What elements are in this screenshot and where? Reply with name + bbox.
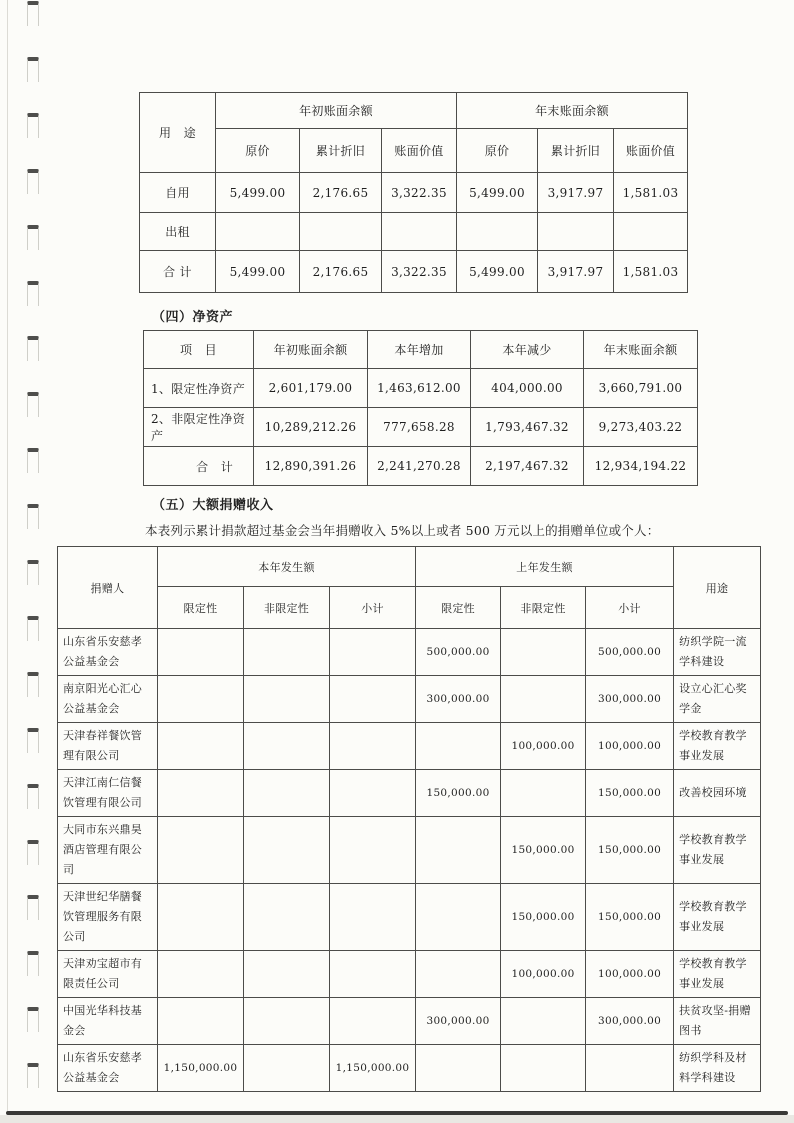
table-cell (158, 817, 244, 884)
table-cell: 100,000.00 (501, 951, 586, 998)
column-header-cell: 非限定性 (501, 587, 586, 629)
column-header-cell: 年初账面余额 (254, 331, 368, 369)
table-cell: 3,917.97 (538, 251, 614, 293)
column-header-cell: 账面价值 (382, 129, 457, 173)
table-cell (330, 951, 416, 998)
table-row (140, 93, 688, 129)
binding-hole-mark (27, 225, 39, 250)
binding-hole-mark (27, 336, 39, 361)
row-label-cell: 出租 (140, 213, 216, 251)
table-cell: 100,000.00 (586, 951, 674, 998)
purpose-cell: 改善校园环境 (674, 770, 761, 817)
table-cell: 9,273,403.22 (584, 408, 698, 447)
column-header-cell: 原价 (457, 129, 538, 173)
corner-header-cell: 捐赠人 (58, 547, 158, 629)
table-cell (244, 817, 330, 884)
table-cell (416, 884, 501, 951)
table-cell: 3,660,791.00 (584, 369, 698, 408)
table-row (144, 408, 698, 447)
table-cell (244, 629, 330, 676)
table-cell: 150,000.00 (586, 817, 674, 884)
table-cell: 5,499.00 (457, 251, 538, 293)
binding-hole-mark (27, 1007, 39, 1032)
table-cell (501, 998, 586, 1045)
table-cell: 500,000.00 (416, 629, 501, 676)
table-row (58, 998, 761, 1045)
binding-hole-mark (27, 169, 39, 194)
column-header-cell: 原价 (216, 129, 300, 173)
table-cell: 1,581.03 (614, 251, 688, 293)
table-cell (330, 770, 416, 817)
table-cell: 2,197,467.32 (471, 447, 584, 486)
table-cell: 10,289,212.26 (254, 408, 368, 447)
binding-hole-mark (27, 672, 39, 697)
table-cell: 777,658.28 (368, 408, 471, 447)
donor-cell: 天津世纪华膳餐饮管理服务有限公司 (58, 884, 158, 951)
table-cell (244, 1045, 330, 1092)
column-header-cell: 非限定性 (244, 587, 330, 629)
table-cell (416, 723, 501, 770)
table-row (58, 723, 761, 770)
net-assets-table (143, 330, 698, 486)
table-row (58, 676, 761, 723)
purpose-cell: 学校教育教学事业发展 (674, 817, 761, 884)
section-title-net-assets: （四）净资产 (152, 310, 234, 325)
binding-hole-mark (27, 616, 39, 641)
table-cell: 500,000.00 (586, 629, 674, 676)
table-row (140, 173, 688, 213)
group-header-cell: 上年发生额 (416, 547, 674, 587)
table-cell (416, 1045, 501, 1092)
table-cell (300, 213, 382, 251)
table-cell: 300,000.00 (416, 676, 501, 723)
table-cell (244, 884, 330, 951)
row-label-cell: 自用 (140, 173, 216, 213)
table-cell: 12,934,194.22 (584, 447, 698, 486)
table-cell (330, 817, 416, 884)
table-cell: 3,322.35 (382, 173, 457, 213)
purpose-cell: 纺织学院一流学科建设 (674, 629, 761, 676)
table-cell: 150,000.00 (586, 770, 674, 817)
donor-cell: 山东省乐安慈孝公益基金会 (58, 1045, 158, 1092)
table-cell (330, 998, 416, 1045)
table-cell (158, 723, 244, 770)
table-row (58, 547, 761, 587)
table-row (58, 817, 761, 884)
table-cell (416, 951, 501, 998)
binding-hole-mark (27, 113, 39, 138)
table-cell (416, 817, 501, 884)
binding-hole-mark (27, 57, 39, 82)
table-cell: 300,000.00 (586, 676, 674, 723)
binding-hole-mark (27, 504, 39, 529)
purpose-cell: 扶贫攻坚-捐赠图书 (674, 998, 761, 1045)
table-cell (501, 1045, 586, 1092)
column-header-cell: 年末账面余额 (584, 331, 698, 369)
table-cell (330, 629, 416, 676)
table-cell (501, 676, 586, 723)
binding-hole-mark (27, 728, 39, 753)
binding-hole-mark (27, 840, 39, 865)
row-label-cell: 1、限定性净资产 (144, 369, 254, 408)
column-header-cell: 限定性 (416, 587, 501, 629)
table-cell (216, 213, 300, 251)
table-cell: 300,000.00 (586, 998, 674, 1045)
table-cell: 150,000.00 (586, 884, 674, 951)
page-left-edge (7, 0, 8, 1115)
donor-cell: 中国光华科技基金会 (58, 998, 158, 1045)
table-cell (244, 770, 330, 817)
column-header-cell: 本年减少 (471, 331, 584, 369)
table-row (58, 884, 761, 951)
purpose-cell: 纺织学科及材料学科建设 (674, 1045, 761, 1092)
table-row (58, 770, 761, 817)
row-label-cell: 合 计 (140, 251, 216, 293)
table-cell: 100,000.00 (586, 723, 674, 770)
column-header-cell: 账面价值 (614, 129, 688, 173)
table-cell: 150,000.00 (501, 884, 586, 951)
donation-table (57, 546, 761, 1092)
binding-hole-mark (27, 1063, 39, 1088)
fixed-assets-table (139, 92, 688, 293)
donor-cell: 南京阳光心汇心公益基金会 (58, 676, 158, 723)
table-cell (501, 629, 586, 676)
table-cell (538, 213, 614, 251)
table-cell (457, 213, 538, 251)
column-header-cell: 累计折旧 (538, 129, 614, 173)
corner-header-cell: 用途 (674, 547, 761, 629)
table-cell: 300,000.00 (416, 998, 501, 1045)
table-cell: 1,793,467.32 (471, 408, 584, 447)
table-cell: 5,499.00 (216, 173, 300, 213)
row-label-cell: 合 计 (144, 447, 254, 486)
binding-hole-mark (27, 895, 39, 920)
table-cell (330, 884, 416, 951)
table-cell: 1,463,612.00 (368, 369, 471, 408)
table-row (144, 447, 698, 486)
donation-intro-text: 本表列示累计捐款超过基金会当年捐赠收入 5%以上或者 500 万元以上的捐赠单位或个人： (145, 523, 660, 538)
table-row (58, 951, 761, 998)
table-cell (158, 770, 244, 817)
table-cell (244, 951, 330, 998)
table-cell (158, 629, 244, 676)
table-cell (158, 884, 244, 951)
binding-hole-mark (27, 560, 39, 585)
table-cell (158, 998, 244, 1045)
donor-cell: 天津劝宝超市有限责任公司 (58, 951, 158, 998)
table-cell: 1,581.03 (614, 173, 688, 213)
table-cell: 150,000.00 (501, 817, 586, 884)
table-cell: 2,176.65 (300, 173, 382, 213)
table-cell (382, 213, 457, 251)
purpose-cell: 学校教育教学事业发展 (674, 951, 761, 998)
binding-hole-mark (27, 448, 39, 473)
table-cell: 150,000.00 (416, 770, 501, 817)
table-cell (614, 213, 688, 251)
row-label-cell: 2、非限定性净资产 (144, 408, 254, 447)
donor-cell: 山东省乐安慈孝公益基金会 (58, 629, 158, 676)
group-header-cell: 年末账面余额 (457, 93, 688, 129)
table-row (140, 251, 688, 293)
donor-cell: 天津江南仁信餐饮管理有限公司 (58, 770, 158, 817)
page-bottom-margin (0, 1115, 794, 1123)
table-row (58, 587, 761, 629)
group-header-cell: 本年发生额 (158, 547, 416, 587)
table-cell (244, 676, 330, 723)
purpose-cell: 学校教育教学事业发展 (674, 884, 761, 951)
table-cell (501, 770, 586, 817)
table-cell (244, 998, 330, 1045)
corner-header-cell: 用 途 (140, 93, 216, 173)
purpose-cell: 学校教育教学事业发展 (674, 723, 761, 770)
table-cell: 2,241,270.28 (368, 447, 471, 486)
table-row (58, 1045, 761, 1092)
table-cell: 3,322.35 (382, 251, 457, 293)
binding-hole-mark (27, 392, 39, 417)
table-row (58, 629, 761, 676)
table-cell: 5,499.00 (457, 173, 538, 213)
table-cell: 1,150,000.00 (330, 1045, 416, 1092)
column-header-cell: 项 目 (144, 331, 254, 369)
column-header-cell: 小计 (586, 587, 674, 629)
donor-cell: 天津春祥餐饮管理有限公司 (58, 723, 158, 770)
table-cell: 2,601,179.00 (254, 369, 368, 408)
column-header-cell: 限定性 (158, 587, 244, 629)
table-cell (158, 676, 244, 723)
section-title-donations: （五）大额捐赠收入 (152, 498, 274, 513)
table-cell (158, 951, 244, 998)
binding-hole-mark (27, 281, 39, 306)
table-cell: 2,176.65 (300, 251, 382, 293)
column-header-cell: 累计折旧 (300, 129, 382, 173)
donor-cell: 大同市东兴鼎昊酒店管理有限公司 (58, 817, 158, 884)
table-cell (330, 723, 416, 770)
column-header-cell: 小计 (330, 587, 416, 629)
table-cell: 404,000.00 (471, 369, 584, 408)
table-row (144, 369, 698, 408)
table-cell: 5,499.00 (216, 251, 300, 293)
group-header-cell: 年初账面余额 (216, 93, 457, 129)
table-cell (586, 1045, 674, 1092)
binding-hole-mark (27, 1, 39, 26)
table-cell: 12,890,391.26 (254, 447, 368, 486)
table-cell: 100,000.00 (501, 723, 586, 770)
table-cell: 3,917.97 (538, 173, 614, 213)
purpose-cell: 设立心汇心奖学金 (674, 676, 761, 723)
table-cell (244, 723, 330, 770)
column-header-cell: 本年增加 (368, 331, 471, 369)
table-row (144, 331, 698, 369)
table-cell: 1,150,000.00 (158, 1045, 244, 1092)
table-row (140, 213, 688, 251)
table-row (140, 129, 688, 173)
table-cell (330, 676, 416, 723)
binding-hole-mark (27, 951, 39, 976)
binding-hole-mark (27, 784, 39, 809)
